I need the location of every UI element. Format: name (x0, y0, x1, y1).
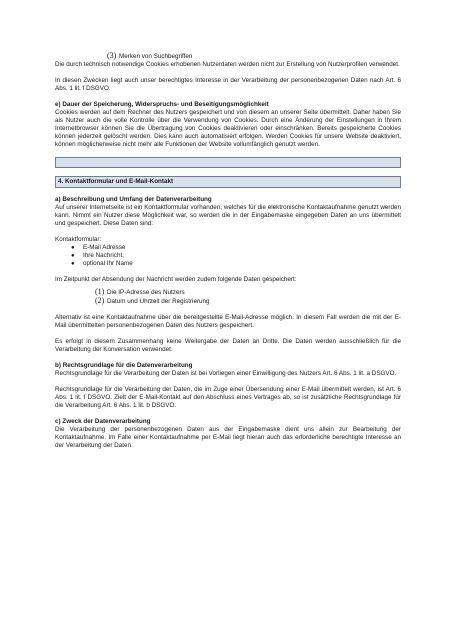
paragraph-no-third-party: Es erfolgt in diesem Zusammenhang keine Weitergabe der Daten an Dritte. Die Daten werden ausschließlich für die Verarbeitung der Konversation verwendet. (55, 338, 401, 353)
list-item: ● Ihre Nachricht, (71, 252, 124, 259)
list-item-ip: (1) Die IP-Adresse des Nutzers (95, 287, 185, 296)
heading-c-purpose: c) Zweck der Datenverarbeitung (55, 418, 151, 425)
form-fields-list (55, 244, 401, 268)
paragraph-legitimate-interest: In diesen Zwecken liegt auch unser berechtigtes Interesse in der Verarbeitung der personenbezogenen Daten nach Art. 6 Abs. 1 lit. f DSGVO. (55, 77, 401, 92)
list-item: ● E-Mail Adresse (71, 244, 126, 251)
list-item-datetime: (2) Datum und Uhrzeit der Registrierung (95, 296, 210, 305)
section-4-title: 4. Kontaktformular und E-Mail-Kontakt (55, 176, 401, 188)
list-item: ● optional Ihr Name (71, 260, 133, 267)
heading-a-description: a) Beschreibung und Umfang der Datenverarbeitung (55, 196, 212, 203)
list-text: Merken von Suchbegriffen (119, 53, 193, 60)
paragraph-cookies-profiles: Die durch technisch notwendige Cookies erhobenen Nutzerdaten werden nicht zur Erstellung von Nutzerprofilen verwendet. (55, 61, 400, 68)
paragraph-legal-basis-consent: Rechtsgrundlage für die Verarbeitung der Daten ist bei Vorliegen einer Einwilligung des Nutzers Art. 6 Abs. 1 lit. a DSGVO. (55, 370, 397, 377)
paragraph-sent-data: Im Zeitpunkt der Absendung der Nachricht werden zudem folgende Daten gespeichert: (55, 276, 297, 283)
paragraph-legal-basis-email: Rechtsgrundlage für die Verarbeitung der Daten, die im Zuge einer Übersendung einer E-Mail übermittelt werden, ist Art. 6 Abs. 1 lit. f DSGVO. Zielt der E-Mail-Kontakt auf den Abschluss eines Vertrages ab, so ist zusätzliche Rechtsgrundlage für die Verarbeitung Art. 6 Abs. 1 lit. b DSGVO. (55, 386, 401, 409)
list-item-search-terms (55, 52, 401, 61)
paragraph-contact-form: Auf unserer Internetseite ist ein Kontaktformular vorhanden, welches für die elektronische Kontaktaufnahme genutzt werden kann. Nimmt ein Nutzer diese Möglichkeit war, so werden die in der Eingabemaske eingegeben Daten an uns übermittelt und gespeichert. Diese Daten sind: (55, 204, 401, 227)
heading-e-storage-duration: e) Dauer der Speicherung, Widerspruchs- und Beseitigungsmöglichkeit (55, 101, 269, 108)
document-page (55, 52, 401, 450)
paragraph-email-alternative: Alternativ ist eine Kontaktaufnahme über die bereitgestellte E-Mail-Adresse möglich. In diesem Fall werden die mit der E-Mail übermittelten personenbezogenen Daten des Nutzers gespeichert. (55, 314, 401, 329)
paragraph-storage-duration: Cookies werden auf dem Rechner des Nutzers gespeichert und von diesem an unserer Seite übermittelt. Daher haben Sie als Nutzer auch die volle Kontrolle über die Verwendung von Cookies. Durch eine Änderung der Einstellungen in Ihrem Internetbrowser können Sie die Übertragung von Cookies deaktivieren oder einschränken. Bereits gespeicherte Cookies können jederzeit gelöscht werden. Dies kann auch automatisiert erfolgen. Werden Cookies für unsere Website deaktiviert, können möglicherweise nicht mehr alle Funktionen der Website vollumfänglich genutzt werden. (55, 109, 401, 148)
heading-b-legal-basis: b) Rechtsgrundlage für die Datenverarbeitung (55, 362, 193, 369)
section-divider-bar (55, 157, 401, 168)
paragraph-purpose: Die Verarbeitung der personenbezogenen Daten aus der Eingabemaske dient uns allein zur Bearbeitung der Kontaktaufnahme. Im Falle einer Kontaktaufnahme per E-Mail liegt hieran auch das erforderliche berechtigte Interesse an der Verarbeitung der Daten. (55, 426, 401, 449)
form-label: Kontaktformular: (55, 236, 102, 243)
list-number: (3) (107, 51, 117, 60)
